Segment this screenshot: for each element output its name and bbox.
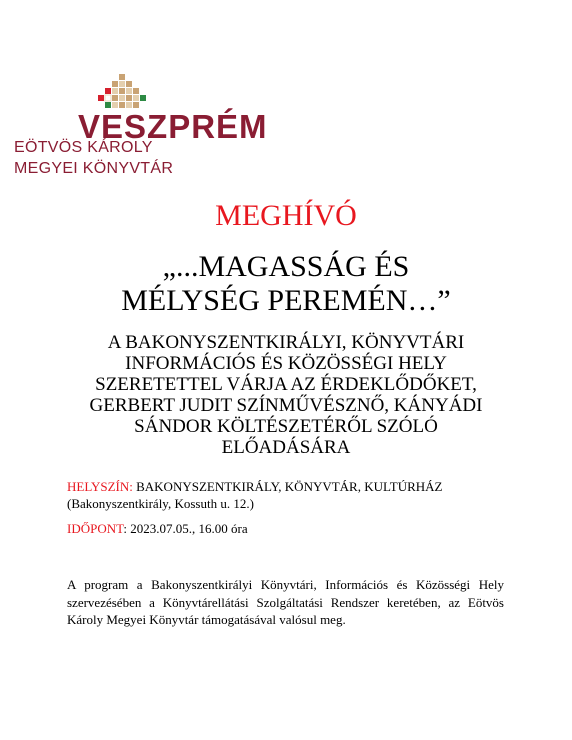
crown-pattern-icon [98, 72, 146, 112]
description-line: SÁNDOR KÖLTÉSZETÉRŐL SZÓLÓ [134, 416, 438, 437]
description-line: ELŐADÁSÁRA [221, 437, 351, 458]
time-value: : 2023.07.05., 16.00 óra [123, 521, 248, 536]
description-line: A BAKONYSZENTKIRÁLYI, KÖNYVTÁRI [107, 332, 465, 353]
location-address: (Bakonyszentkirály, Kossuth u. 12.) [67, 496, 254, 511]
description-line: INFORMÁCIÓS ÉS KÖZÖSSÉGI HELY [125, 353, 447, 374]
event-title [40, 250, 532, 318]
location-label: HELYSZÍN: [67, 479, 133, 494]
time-label: IDŐPONT [67, 521, 124, 536]
footer-paragraph: A program a Bakonyszentkirályi Könyvtári, Információs és Közösségi Hely szervezésében a Könyvtárellátási Szolgáltatási Rendszer keretében, az Eötvös Károly Megyei Könyvtár támogatásával valósul meg. [67, 577, 504, 627]
location-block [67, 478, 527, 512]
location-value: BAKONYSZENTKIRÁLY, KÖNYVTÁR, KULTÚRHÁZ [132, 479, 443, 494]
invitation-heading: MEGHÍVÓ [215, 199, 357, 232]
event-title-line1: „...MAGASSÁG ÉS [162, 250, 410, 283]
logo-name: VESZPRÉM [78, 108, 268, 145]
description-line: SZERETETTEL VÁRJA AZ ÉRDEKLŐDŐKET, [95, 374, 477, 395]
time-block [67, 520, 527, 537]
logo-subtitle-line2: MEGYEI KÖNYVTÁR [14, 160, 174, 177]
event-description [60, 332, 512, 458]
description-line: GERBERT JUDIT SZÍNMŰVÉSZNŐ, KÁNYÁDI [89, 395, 483, 416]
event-title-line2: MÉLYSÉG PEREMÉN…” [121, 284, 451, 317]
logo-subtitle-line1: EÖTVÖS KÁROLY [14, 139, 153, 156]
